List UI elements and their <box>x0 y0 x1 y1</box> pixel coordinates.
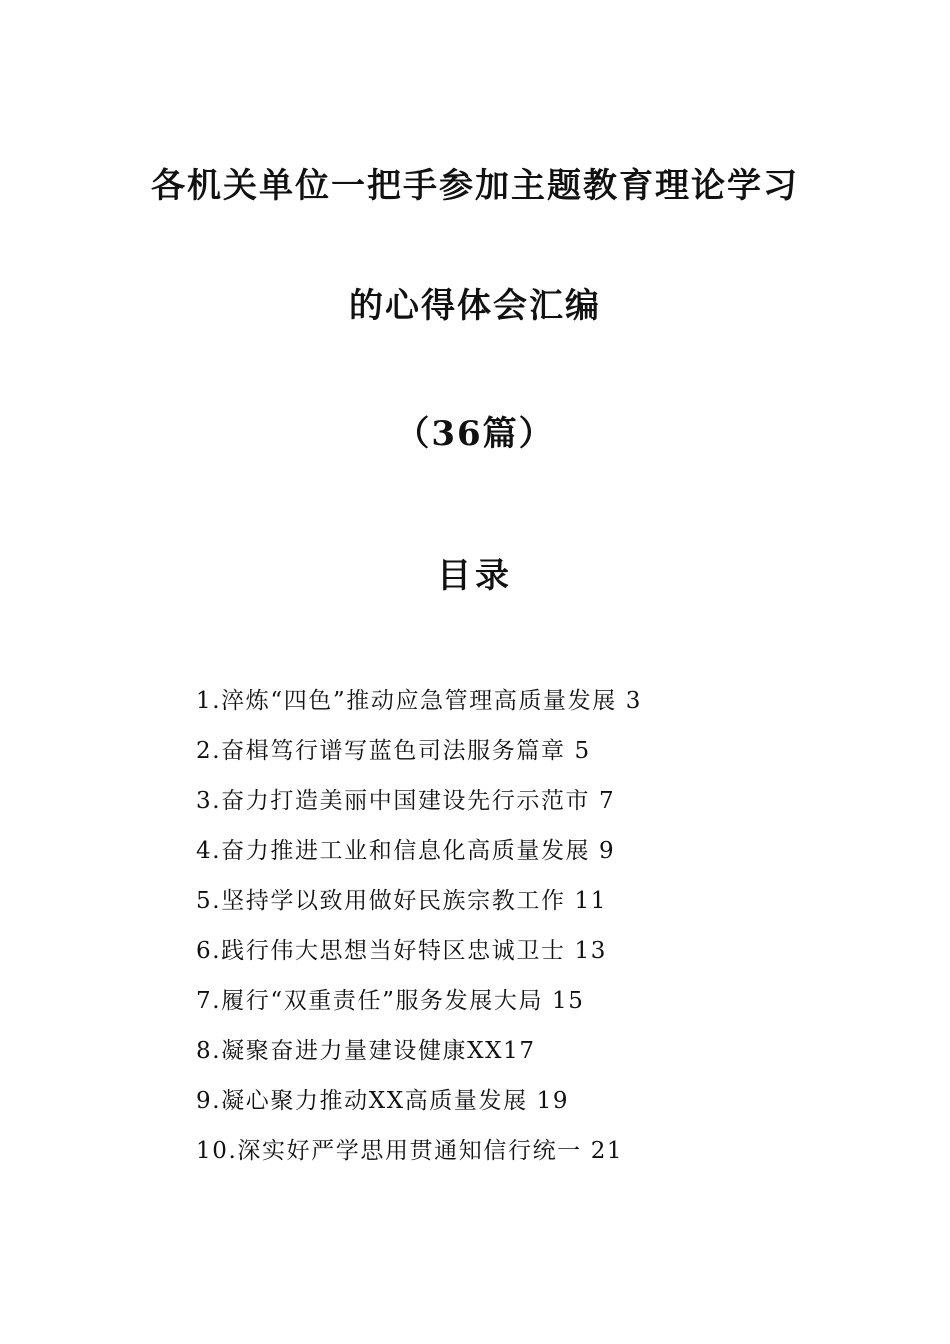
document-article-count: （36篇） <box>395 414 555 454</box>
toc-item-text: 8.凝聚奋进力量建设健康XX17 <box>196 1038 536 1064</box>
toc-item[interactable] <box>196 734 642 784</box>
toc-item-text: 5.坚持学以致用做好民族宗教工作 11 <box>196 888 607 914</box>
toc-item[interactable] <box>196 684 642 734</box>
toc-item-text: 1.淬炼“四色”推动应急管理高质量发展 3 <box>196 688 643 714</box>
toc-item-text: 10.深实好严学思用贯通知信行统一 21 <box>196 1138 624 1164</box>
toc-heading: 目录 <box>437 556 513 596</box>
toc-item-text: 2.奋楫笃行谱写蓝色司法服务篇章 5 <box>196 738 591 764</box>
table-of-contents <box>196 684 642 1184</box>
toc-item[interactable] <box>196 984 642 1034</box>
toc-item[interactable] <box>196 1084 642 1134</box>
toc-item[interactable] <box>196 834 642 884</box>
toc-item-text: 4.奋力推进工业和信息化高质量发展 9 <box>196 838 616 864</box>
toc-item[interactable] <box>196 934 642 984</box>
document-title-line-1: 各机关单位一把手参加主题教育理论学习 <box>151 166 799 206</box>
toc-item[interactable] <box>196 1034 642 1084</box>
toc-item-text: 9.凝心聚力推动XX高质量发展 19 <box>196 1088 570 1114</box>
toc-item[interactable] <box>196 1134 642 1184</box>
document-title-line-2: 的心得体会汇编 <box>349 286 601 326</box>
toc-item-text: 6.践行伟大思想当好特区忠诚卫士 13 <box>196 938 607 964</box>
toc-item[interactable] <box>196 884 642 934</box>
toc-item-text: 7.履行“双重责任”服务发展大局 15 <box>196 988 585 1014</box>
toc-item[interactable] <box>196 784 642 834</box>
toc-item-text: 3.奋力打造美丽中国建设先行示范市 7 <box>196 788 616 814</box>
